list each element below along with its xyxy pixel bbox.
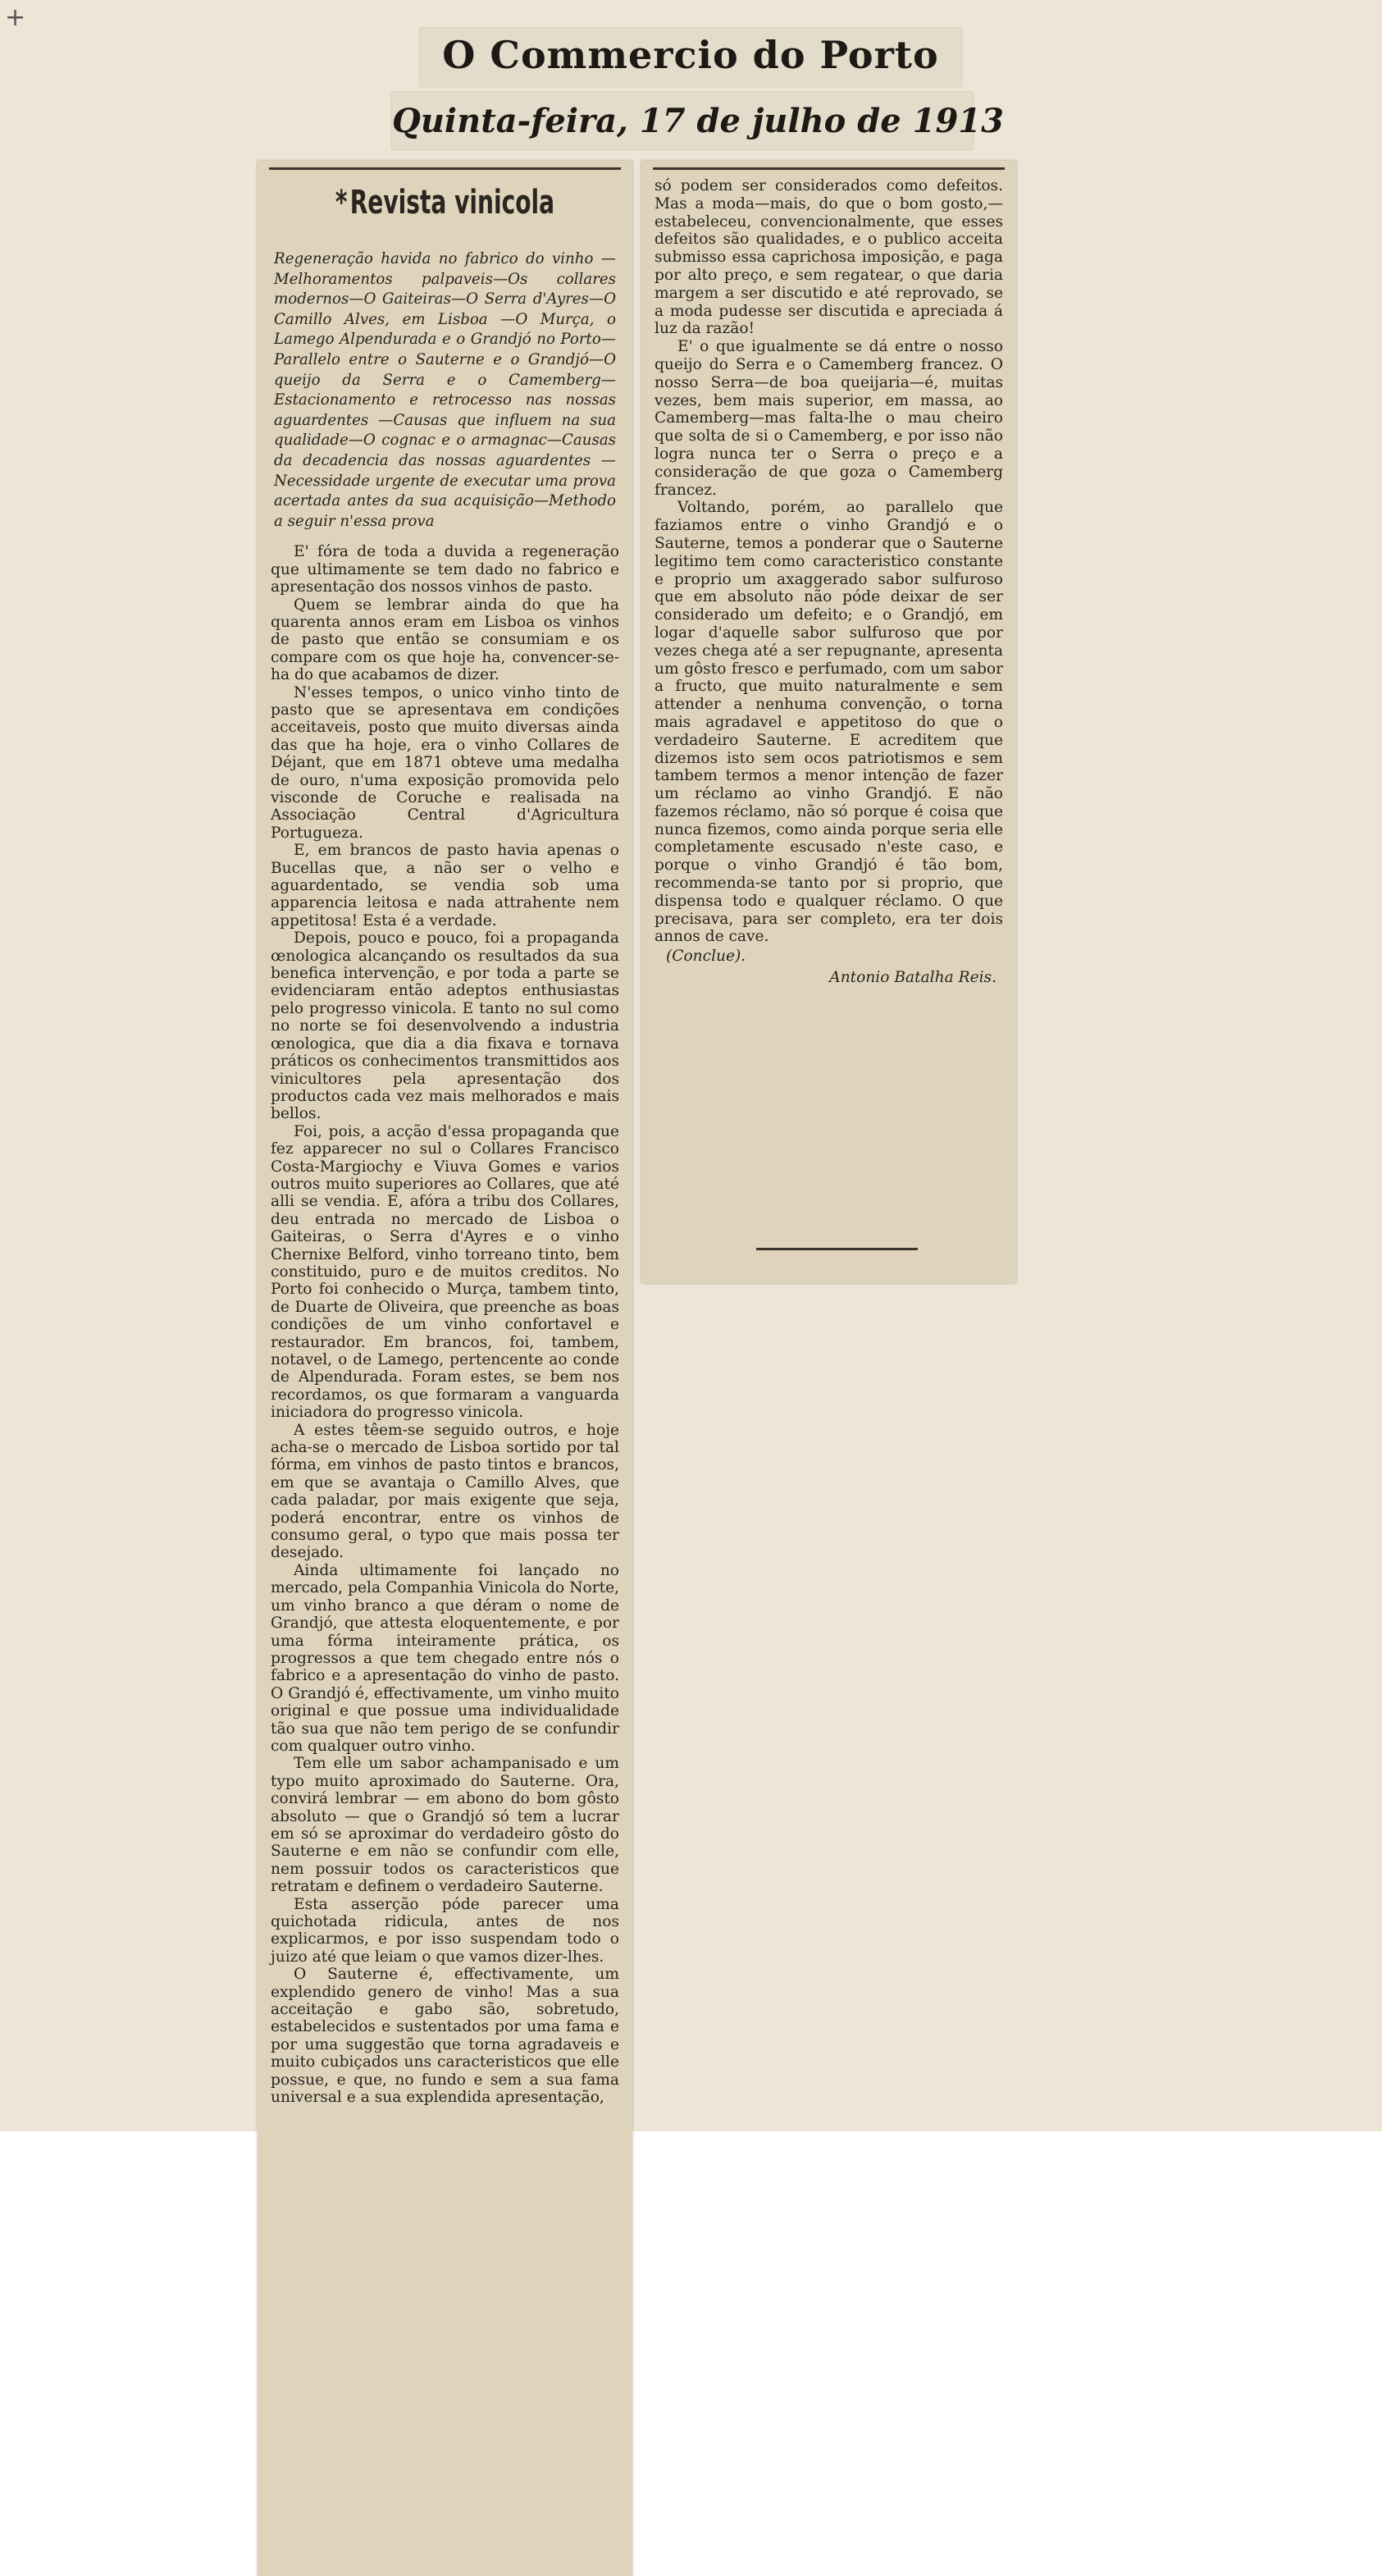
column-top-rule: [653, 167, 1005, 170]
article-paragraph: A estes têem-se seguido outros, e hoje acha-se o mercado de Lisboa sortido por tal fórma, em vinhos de pasto tintos e brancos, em que se avantaja o Camillo Alves, que cada paladar, por mais exigente que seja, poderá encontrar, entre os vinhos de consumo geral, o typo que mais possa ter desejado.: [271, 1421, 619, 1562]
article-paragraph: E' o que igualmente se dá entre o nosso queijo do Serra e o Camemberg francez. O nosso Serra—de boa queijaria—é, muitas vezes, bem mais superior, em massa, ao Camemberg—mas falta-lhe o mau cheiro que solta de si o Camemberg, e por isso não logra nunca ter o Serra o preço e a consideração de que goza o Camemberg francez.: [655, 338, 1003, 499]
handwritten-mark: +: [5, 3, 26, 32]
newspaper-title: O Commercio do Porto: [442, 33, 939, 77]
column-top-rule: [269, 167, 621, 170]
article-heading: [309, 184, 582, 222]
article-paragraph: O Sauterne é, effectivamente, um explendido genero de vinho! Mas a sua acceitação e gabo são, sobretudo, estabelecidos e sustentados por uma fama e por uma suggestão que torna agradaveis e muito cubiçados uns caracteristicos que elle possue, e que, no fundo e sem a sua fama universal e a sua explendida apresentação,: [271, 1966, 619, 2107]
author-signature: Antonio Batalha Reis.: [829, 969, 997, 987]
masthead-clipping: [420, 28, 961, 87]
article-paragraph: Tem elle um sabor achampanisado e um typo muito aproximado do Sauterne. Ora, convirá lembrar — em abono do bom gôsto absoluto — que o Grandjó só tem a lucrar em só se aproximar do verdadeiro gôsto do Sauterne e em não se confundir com elle, nem possuir todos os caracteristicos que retratam e definem o verdadeiro Sauterne.: [271, 1755, 619, 1896]
article-paragraph: E, em brancos de pasto havia apenas o Bucellas que, a não ser o velho e aguardentado, se vendia sob uma apparencia leitosa e nada attrahente nem appetitosa! Esta é a verdade.: [271, 842, 619, 929]
article-paragraph: Voltando, porém, ao parallelo que faziamos entre o vinho Grandjó e o Sauterne, temos a ponderar que o Sauterne legitimo tem como caracteristico constante e proprio um axaggerado sabor sulfuroso que em absoluto não póde deixar de ser considerado um defeito; e o Grandjó, em logar d'aquelle sabor sulfuroso que por vezes chega até a ser repugnante, apresenta um gôsto fresco e perfumado, com um sabor a fructo, que muito naturalmente e sem attender a nenhuma convenção, o torna mais agradavel e appetitoso do que o verdadeiro Sauterne. E acreditem que dizemos isto sem ocos patriotismos e sem tambem termos a menor intenção de fazer um réclamo ao vinho Grandjó. E não fazemos réclamo, não só porque é coisa que nunca fizemos, como ainda porque seria elle completamente escusado n'este caso, e porque o vinho Grandjó é tão bom, recommenda-se tanto por si proprio, que dispensa todo e qualquer réclamo. O que precisava, para ser completo, era ter dois annos de cave.: [655, 499, 1003, 946]
article-paragraph: Quem se lembrar ainda do que ha quarenta annos eram em Lisboa os vinhos de pasto que então se consumiam e os compare com os que hoje ha, convencer-se-ha do que acabamos de dizer.: [271, 596, 619, 684]
article-title: Revista vinicola: [349, 184, 555, 222]
title-mark: *: [335, 184, 348, 222]
dateline-clipping: [392, 92, 1004, 149]
article-column-1: [258, 161, 632, 2576]
column-1-text: [271, 177, 619, 2106]
column-end-rule: [756, 1248, 918, 1250]
article-column-2: [641, 161, 1016, 1283]
article-paragraph: Depois, pouco e pouco, foi a propaganda œnologica alcançando os resultados da sua benefica intervenção, e por toda a parte se evidenciaram então adeptos enthusiastas pelo progresso vinicola. E tanto no sul como no norte se foi desenvolvendo a industria œnologica, que dia a dia fixava e tornava práticos os conhecimentos transmittidos aos vinicultores pela apresentação dos productos cada vez mais melhorados e mais bellos.: [271, 929, 619, 1123]
article-summary: Regeneração havida no fabrico do vinho —Melhoramentos palpaveis—Os collares modernos—O Gaiteiras—O Serra d'Ayres—O Camillo Alves, em Lisboa —O Murça, o Lamego Alpendurada e o Grandjó no Porto—Parallelo entre o Sauterne e o Grandjó—O queijo da Serra e o Camemberg—Estacionamento e retrocesso nas nossas aguardentes —Causas que influem na sua qualidade—O cognac e o armagnac—Causas da decadencia das nossas aguardentes —Necessidade urgente de executar uma prova acertada antes da sua acquisição—Methodo a seguir n'essa prova: [274, 250, 616, 530]
article-paragraph: Ainda ultimamente foi lançado no mercado, pela Companhia Vinicola do Norte, um vinho branco a que déram o nome de Grandjó, que attesta eloquentemente, e por uma fórma inteiramente prática, os progressos a que tem chegado entre nós o fabrico e a apresentação do vinho de pasto. O Grandjó é, effectivamente, um vinho muito original e que possue uma individualidade tão sua que não tem perigo de se confundir com qualquer outro vinho.: [271, 1561, 619, 1755]
article-paragraph: só podem ser considerados como defeitos. Mas a moda—mais, do que o bom gosto,—estabeleceu, convencionalmente, que esses defeitos são qualidades, e o publico acceita submisso essa caprichosa imposição, e paga por alto preço, e sem regatear, o que daria margem a ser discutido e até reprovado, se a moda pudesse ser discutida e apreciada á luz da razão!: [655, 177, 1003, 338]
conclusion-note: (Conclue).: [666, 948, 746, 966]
column-2-text: [655, 177, 1003, 989]
article-paragraph: Foi, pois, a acção d'essa propaganda que fez apparecer no sul o Collares Francisco Costa-Margiochy e Viuva Gomes e varios outros muito superiores ao Collares, que até alli se vendia. E, afóra a tribu dos Collares, deu entrada no mercado de Lisboa o Gaiteiras, o Serra d'Ayres e o vinho Chernixe Belford, vinho torreano tinto, bem constituido, puro e de muitos creditos. No Porto foi conhecido o Murça, tambem tinto, de Duarte de Oliveira, que preenche as boas condições de um vinho confortavel e restaurador. Em brancos, foi, tambem, notavel, o de Lamego, pertencente ao conde de Alpendurada. Foram estes, se bem nos recordamos, os que formaram a vanguarda iniciadora do progresso vinicola.: [271, 1122, 619, 1422]
article-paragraph: Esta asserção póde parecer uma quichotada ridicula, antes de nos explicarmos, e por isso suspendam todo o juizo até que leiam o que vamos dizer-lhes.: [271, 1895, 619, 1966]
article-paragraph: N'esses tempos, o unico vinho tinto de pasto que se apresentava em condições acceitaveis, posto que muito diversas ainda das que ha hoje, era o vinho Collares de Déjant, que em 1871 obteve uma medalha de ouro, n'uma exposição promovida pelo visconde de Coruche e realisada na Associação Central d'Agricultura Portugueza.: [271, 683, 619, 842]
article-paragraph: E' fóra de toda a duvida a regeneração que ultimamente se tem dado no fabrico e apresentação dos nossos vinhos de pasto.: [271, 543, 619, 596]
publication-date: Quinta-feira, 17 de julho de 1913: [392, 102, 1004, 140]
